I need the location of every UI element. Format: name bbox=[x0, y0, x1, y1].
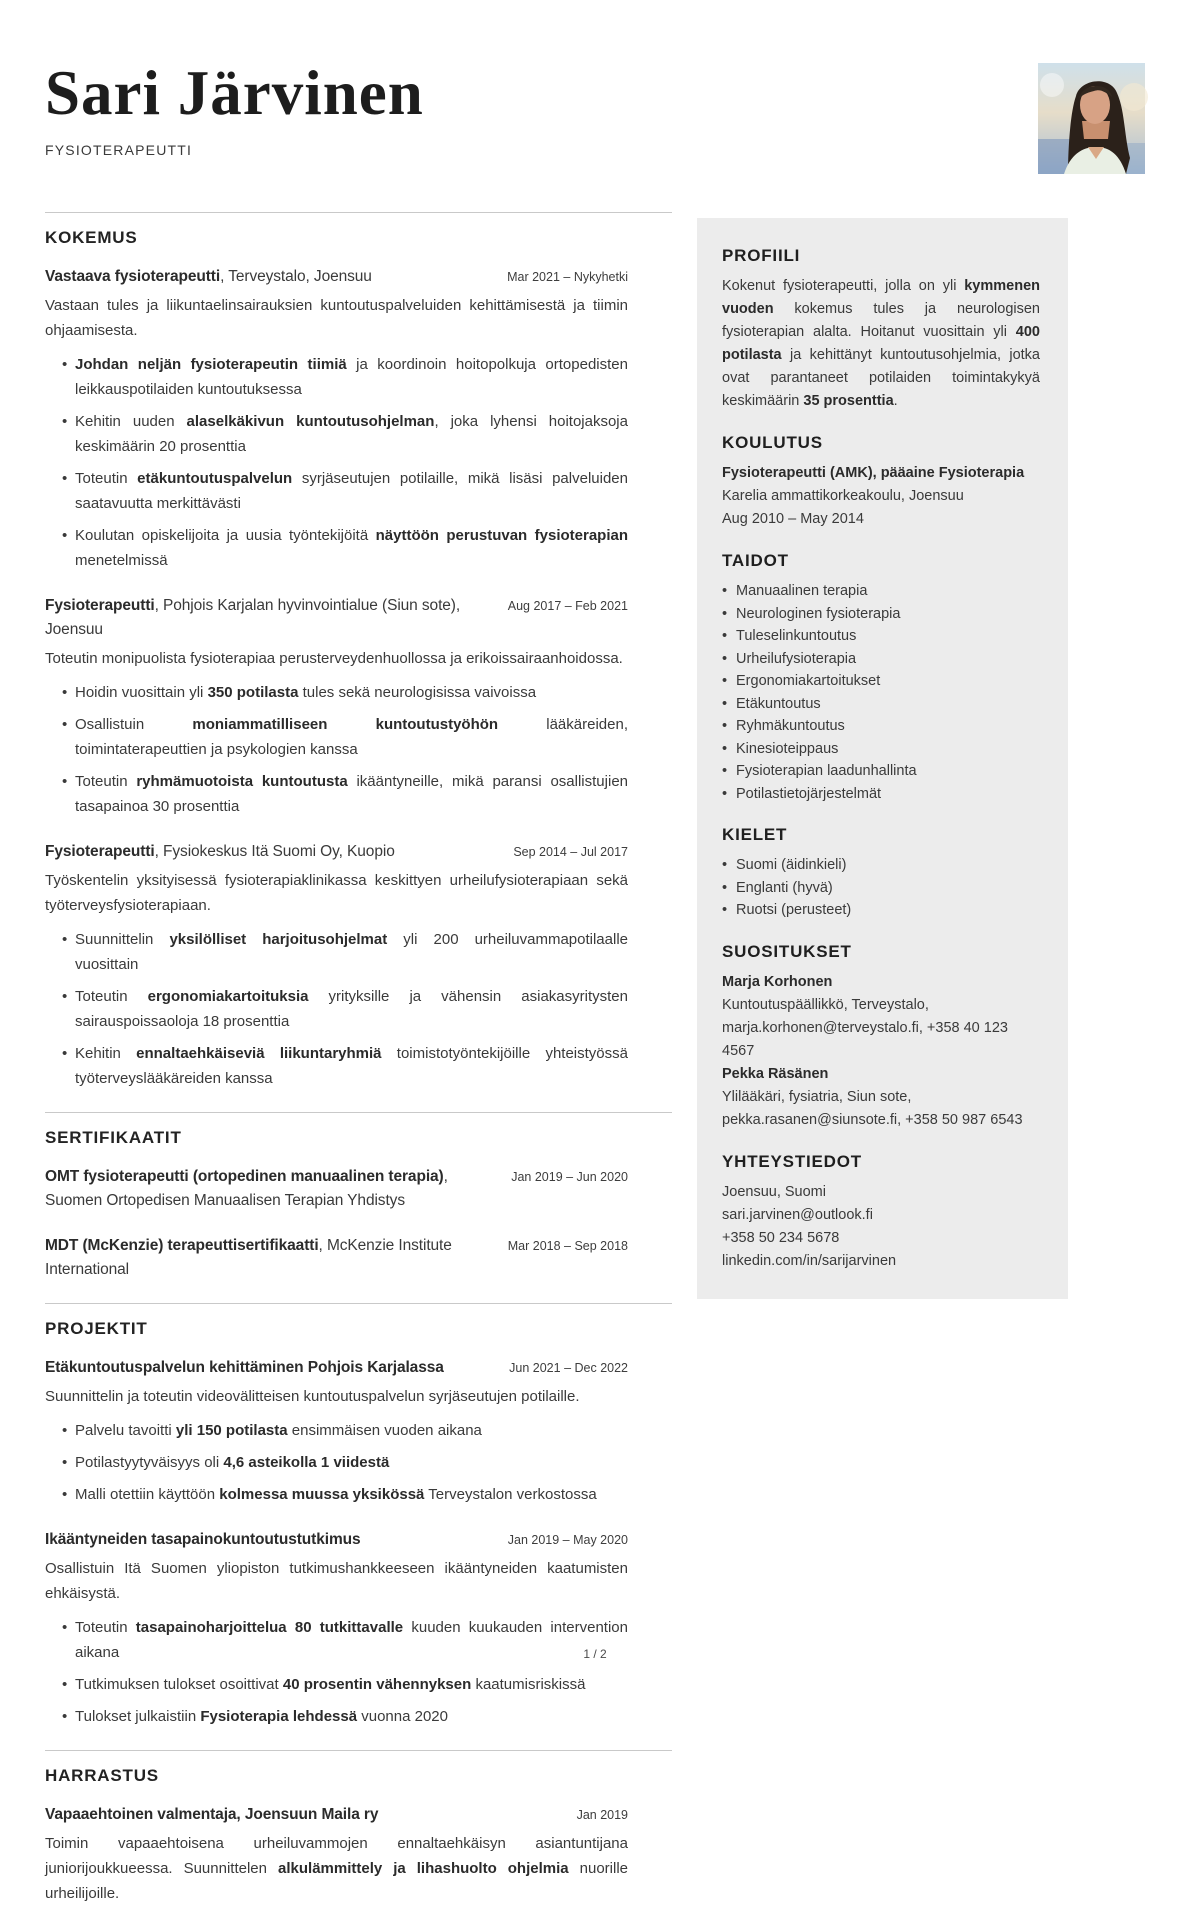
entry-date: Mar 2021 – Nykyhetki bbox=[507, 270, 628, 284]
bold-text: alkulämmittely ja lihashuolto ohjelmia bbox=[278, 1860, 569, 1877]
entry-header bbox=[45, 1803, 628, 1827]
entry bbox=[45, 265, 628, 573]
entry-date: Jan 2019 bbox=[576, 1808, 628, 1822]
section-divider bbox=[45, 1112, 672, 1113]
text: kokemus tules ja neurologisen fysioterapian alalta. Hoitanut vuosittain yli bbox=[722, 301, 1040, 340]
text: Toteutin bbox=[75, 470, 138, 487]
text: ikääntyneille, mikä paransi osallistujien tasapainoa 30 prosenttia bbox=[75, 773, 628, 815]
profile-photo bbox=[1038, 63, 1145, 174]
profile-text bbox=[722, 275, 1040, 413]
sidebar bbox=[697, 218, 1068, 1299]
bullet-item bbox=[45, 1672, 628, 1697]
entry-date: Jun 2021 – Dec 2022 bbox=[509, 1361, 628, 1375]
education-dates: Aug 2010 – May 2014 bbox=[722, 511, 864, 527]
text: menetelmissä bbox=[75, 552, 168, 569]
text: yrityksille ja vähensin asiakasyritysten sairauspoissaoloja 18 prosenttia bbox=[75, 988, 628, 1030]
bold-text: yksilölliset harjoitusohjelmat bbox=[169, 931, 388, 948]
text: Hoidin vuosittain yli bbox=[75, 684, 208, 701]
entry-title bbox=[45, 1234, 496, 1282]
text: Palvelu tavoitti bbox=[75, 1422, 176, 1439]
language-item: • Suomi (äidinkieli) bbox=[722, 854, 1040, 877]
text: vuonna 2020 bbox=[357, 1708, 448, 1725]
skill-item: • Etäkuntoutus bbox=[722, 693, 1040, 716]
section-divider bbox=[45, 212, 672, 213]
text: ja koordinoin hoitopolkuja ortopedisten leikkauspotilaiden kuntoutuksessa bbox=[75, 356, 628, 398]
entry-header bbox=[45, 1234, 628, 1282]
skill-item: • Kinesioteippaus bbox=[722, 738, 1040, 761]
entry bbox=[45, 840, 628, 1091]
skill-item: • Ergonomiakartoitukset bbox=[722, 670, 1040, 693]
entry-bullets bbox=[45, 352, 628, 573]
text: Suunnittelin ja toteutin videovälitteisen kuntoutuspalvelun syrjäseutujen potilaille. bbox=[45, 1388, 580, 1405]
contact-line: linkedin.com/in/sarijarvinen bbox=[722, 1252, 897, 1269]
languages-list bbox=[722, 854, 1040, 922]
sidebar-section-yhteystiedot bbox=[722, 1152, 1040, 1273]
entry-header bbox=[45, 1356, 628, 1380]
bullet-item bbox=[45, 680, 628, 705]
entry-date: Jan 2019 – Jun 2020 bbox=[511, 1170, 628, 1184]
contact-line: Joensuu, Suomi bbox=[722, 1183, 826, 1200]
section-projektit bbox=[45, 1303, 628, 1729]
bold-text: ryhmämuotoista kuntoutusta bbox=[136, 773, 348, 790]
skill-item: • Urheilufysioterapia bbox=[722, 648, 1040, 671]
text: ensimmäisen vuoden aikana bbox=[287, 1422, 482, 1439]
text: Vastaan tules ja liikuntaelinsairauksien kuntoutuspalveluiden kehittämisestä ja tiimin ohjaamisesta. bbox=[45, 297, 628, 339]
text: , Suomen Ortopedisen Manuaalisen Terapian Yhdistys bbox=[45, 1168, 448, 1209]
entry bbox=[45, 1803, 628, 1906]
text: yli 200 urheiluvammapotilaalle vuosittain bbox=[75, 931, 628, 973]
text: Potilastyytyväisyys oli bbox=[75, 1454, 224, 1471]
text: Suunnittelin bbox=[75, 931, 170, 948]
entry-summary bbox=[45, 646, 628, 671]
education-degree: Fysioterapeutti (AMK), pääaine Fysioterapia bbox=[722, 465, 1025, 481]
bullet-item bbox=[45, 1450, 628, 1475]
main-column bbox=[45, 212, 628, 1927]
text: . bbox=[893, 393, 898, 409]
entry-title bbox=[45, 1803, 565, 1827]
text: , Terveystalo, Joensuu bbox=[220, 268, 372, 285]
bold-text: kolmessa muussa yksikössä bbox=[219, 1486, 425, 1503]
entry bbox=[45, 594, 628, 819]
skill-item: • Tuleselinkuntoutus bbox=[722, 625, 1040, 648]
sidebar-section-profiili bbox=[722, 246, 1040, 413]
text: ja kehittänyt kuntoutusohjelmia, jotka ovat parantaneet potilaiden toimintakykyä keskimäärin bbox=[722, 347, 1040, 409]
entry-title bbox=[45, 594, 496, 642]
entry-summary bbox=[45, 1384, 628, 1409]
text: Toteutin monipuolista fysioterapiaa perusterveydenhuollossa ja erikoissairaanhoidossa. bbox=[45, 650, 623, 667]
section-heading-kokemus: KOKEMUS bbox=[45, 228, 138, 247]
entry-header bbox=[45, 1528, 628, 1552]
bold-text: 400 potilasta bbox=[722, 324, 1040, 363]
entry-header bbox=[45, 840, 628, 864]
bullet-item bbox=[45, 466, 628, 516]
entry-title bbox=[45, 1356, 497, 1380]
entry-bullets bbox=[45, 1615, 628, 1729]
bullet-item bbox=[45, 352, 628, 402]
sidebar-section-taidot bbox=[722, 551, 1040, 805]
sidebar-heading-profiili: PROFIILI bbox=[722, 246, 801, 265]
bold-text: Vastaava fysioterapeutti bbox=[45, 268, 221, 285]
text: , Fysiokeskus Itä Suomi Oy, Kuopio bbox=[154, 843, 395, 860]
contact-lines bbox=[722, 1181, 1040, 1273]
bold-text: moniammatilliseen kuntoutustyöhön bbox=[192, 716, 499, 733]
skill-item: • Fysioterapian laadunhallinta bbox=[722, 760, 1040, 783]
bold-text: ergonomiakartoituksia bbox=[147, 988, 309, 1005]
entry-bullets bbox=[45, 1418, 628, 1507]
bold-text: tasapainoharjoittelua 80 tutkittavalle bbox=[135, 1619, 404, 1636]
text: Kokenut fysioterapeutti, jolla on yli bbox=[722, 278, 965, 294]
contact-line: +358 50 234 5678 bbox=[722, 1229, 840, 1246]
page-number: 1 / 2 bbox=[583, 1647, 607, 1661]
bold-text: OMT fysioterapeutti (ortopedinen manuaalinen terapia) bbox=[45, 1168, 444, 1185]
sidebar-heading-suositukset: SUOSITUKSET bbox=[722, 941, 852, 961]
entry-header bbox=[45, 265, 628, 289]
entry-date: Sep 2014 – Jul 2017 bbox=[513, 845, 628, 859]
text: , McKenzie Institute International bbox=[45, 1237, 452, 1278]
bullet-item bbox=[45, 1482, 628, 1507]
bullet-item bbox=[45, 1041, 628, 1091]
entry-title bbox=[45, 840, 501, 864]
sidebar-section-kielet bbox=[722, 825, 1040, 922]
reference-name: Marja Korhonen bbox=[722, 973, 833, 990]
text: Osallistuin bbox=[75, 716, 193, 733]
portrait-illustration bbox=[1038, 63, 1145, 174]
reference-details: Ylilääkäri, fysiatria, Siun sote, pekka.rasanen@siunsote.fi, +358 50 987 6543 bbox=[722, 1088, 1023, 1128]
section-heading-sertifikaatit: SERTIFIKAATIT bbox=[45, 1128, 182, 1147]
bold-text: Vapaaehtoinen valmentaja, Joensuun Maila ry bbox=[45, 1806, 379, 1823]
text: syrjäseutujen potilaille, mikä lisäsi palveluiden saatavuutta merkittävästi bbox=[75, 470, 628, 512]
section-heading-harrastus: HARRASTUS bbox=[45, 1766, 159, 1785]
text: kuuden kuukauden intervention aikana bbox=[75, 1619, 628, 1661]
person-role: FYSIOTERAPEUTTI bbox=[45, 142, 193, 158]
bold-text: etäkuntoutuspalvelun bbox=[137, 470, 293, 487]
bold-text: alaselkäkivun kuntoutusohjelman bbox=[186, 413, 435, 430]
entry-summary bbox=[45, 293, 628, 343]
section-divider bbox=[45, 1750, 672, 1751]
entry-summary bbox=[45, 868, 628, 918]
entry bbox=[45, 1356, 628, 1507]
education-school: Karelia ammattikorkeakoulu, Joensuu bbox=[722, 488, 964, 504]
text: tules sekä neurologisissa vaivoissa bbox=[298, 684, 537, 701]
entry-bullets bbox=[45, 680, 628, 819]
sidebar-heading-kielet: KIELET bbox=[722, 825, 788, 844]
bullet-item bbox=[45, 769, 628, 819]
entry-title bbox=[45, 1528, 496, 1552]
references bbox=[722, 971, 1040, 1132]
text: nuorille urheilijoille. bbox=[45, 1860, 629, 1902]
bold-text: yli 150 potilasta bbox=[175, 1422, 288, 1439]
sidebar-heading-koulutus: KOULUTUS bbox=[722, 433, 823, 452]
bold-text: ennaltaehkäiseviä liikuntaryhmiä bbox=[136, 1045, 382, 1062]
entry-summary bbox=[45, 1556, 628, 1606]
person-name: Sari Järvinen bbox=[45, 58, 424, 128]
footer bbox=[0, 1647, 1190, 1661]
reference-details: Kuntoutuspäällikkö, Terveystalo, marja.korhonen@terveystalo.fi, +358 40 123 4567 bbox=[722, 996, 1008, 1059]
entry-header bbox=[45, 594, 628, 642]
entry-header bbox=[45, 1165, 628, 1213]
text: , joka lyhensi hoitojaksoja keskimäärin 20 prosenttia bbox=[75, 413, 628, 455]
bullet-item bbox=[45, 1418, 628, 1443]
skill-item: • Neurologinen fysioterapia bbox=[722, 603, 1040, 626]
sidebar-heading-yhteystiedot: YHTEYSTIEDOT bbox=[722, 1151, 862, 1171]
section-kokemus bbox=[45, 212, 628, 1091]
sidebar-heading-taidot: TAIDOT bbox=[722, 551, 789, 570]
entry-title bbox=[45, 265, 495, 289]
entry-bullets bbox=[45, 927, 628, 1091]
section-heading-projektit: PROJEKTIT bbox=[45, 1319, 148, 1338]
bold-text: MDT (McKenzie) terapeuttisertifikaatti bbox=[45, 1237, 319, 1254]
text: Toimin vapaaehtoisena urheiluvammojen ennaltaehkäisyn asiantuntijana juniorijoukkueessa. Suunnittelen bbox=[45, 1835, 628, 1877]
text: , Pohjois Karjalan hyvinvointialue (Siun sote), Joensuu bbox=[45, 597, 461, 638]
language-item: • Englanti (hyvä) bbox=[722, 877, 1040, 900]
text: Toteutin bbox=[75, 1619, 136, 1636]
text: Koulutan opiskelijoita ja uusia työntekijöitä bbox=[75, 527, 376, 544]
skill-item: • Manuaalinen terapia bbox=[722, 580, 1040, 603]
skills-list bbox=[722, 580, 1040, 805]
entry-date: Aug 2017 – Feb 2021 bbox=[507, 599, 628, 613]
bullet-item bbox=[45, 409, 628, 459]
text: Kehitin bbox=[75, 1045, 137, 1062]
text: Työskentelin yksityisessä fysioterapiaklinikassa keskittyen urheilufysioterapiaan sekä työterveysfysioterapiaan. bbox=[45, 872, 628, 914]
text: Toteutin bbox=[75, 773, 137, 790]
bullet-item bbox=[45, 712, 628, 762]
bullet-item bbox=[45, 984, 628, 1034]
text: lääkäreiden, toimintaterapeuttien ja psykologien kanssa bbox=[75, 716, 628, 758]
bold-text: 35 prosenttia bbox=[803, 393, 894, 409]
bullet-item bbox=[45, 523, 628, 573]
text: Malli otettiin käyttöön bbox=[75, 1486, 220, 1503]
text: toimistotyöntekijöille yhteistyössä työterveyslääkäreiden kanssa bbox=[75, 1045, 628, 1087]
reference-name: Pekka Räsänen bbox=[722, 1065, 829, 1082]
bold-text: 4,6 asteikolla 1 viidestä bbox=[223, 1454, 390, 1471]
section-harrastus bbox=[45, 1750, 628, 1906]
header bbox=[45, 58, 424, 158]
entry-date: Jan 2019 – May 2020 bbox=[507, 1533, 628, 1547]
bold-text: Fysioterapeutti bbox=[45, 843, 155, 860]
text: Terveystalon verkostossa bbox=[424, 1486, 597, 1503]
entry bbox=[45, 1234, 628, 1282]
text: Osallistuin Itä Suomen yliopiston tutkimushankkeeseen ikääntyneiden kaatumisten ehkäisystä. bbox=[45, 1560, 628, 1602]
section-sertifikaatit bbox=[45, 1112, 628, 1282]
bold-text: 40 prosentin vähennyksen bbox=[282, 1676, 472, 1693]
contact-line: sari.jarvinen@outlook.fi bbox=[722, 1206, 873, 1223]
sidebar-section-koulutus bbox=[722, 433, 1040, 531]
entry-date: Mar 2018 – Sep 2018 bbox=[507, 1239, 628, 1253]
skill-item: • Ryhmäkuntoutus bbox=[722, 715, 1040, 738]
bold-text: Etäkuntoutuspalvelun kehittäminen Pohjois Karjalassa bbox=[45, 1359, 444, 1376]
skill-item: • Potilastietojärjestelmät bbox=[722, 783, 1040, 806]
text: Kehitin uuden bbox=[75, 413, 187, 430]
text: Tutkimuksen tulokset osoittivat bbox=[75, 1676, 283, 1693]
text: Tulokset julkaistiin bbox=[75, 1708, 201, 1725]
bold-text: kymmenen vuoden bbox=[722, 278, 1040, 317]
entry-summary bbox=[45, 1831, 628, 1906]
text: Toteutin bbox=[75, 988, 148, 1005]
entry bbox=[45, 1528, 628, 1729]
bold-text: näyttöön perustuvan fysioterapian bbox=[375, 527, 629, 544]
bold-text: Johdan neljän fysioterapeutin tiimiä bbox=[75, 356, 347, 373]
sidebar-section-suositukset bbox=[722, 942, 1040, 1132]
bullet-item bbox=[45, 1704, 628, 1729]
language-item: • Ruotsi (perusteet) bbox=[722, 899, 1040, 922]
bullet-item bbox=[45, 927, 628, 977]
bold-text: Fysioterapeutti bbox=[45, 597, 155, 614]
text: kaatumisriskissä bbox=[471, 1676, 586, 1693]
bold-text: Fysioterapia lehdessä bbox=[200, 1708, 358, 1725]
entry-title bbox=[45, 1165, 499, 1213]
section-divider bbox=[45, 1303, 672, 1304]
entry bbox=[45, 1165, 628, 1213]
bold-text: Ikääntyneiden tasapainokuntoutustutkimus bbox=[45, 1531, 361, 1548]
bold-text: 350 potilasta bbox=[207, 684, 299, 701]
